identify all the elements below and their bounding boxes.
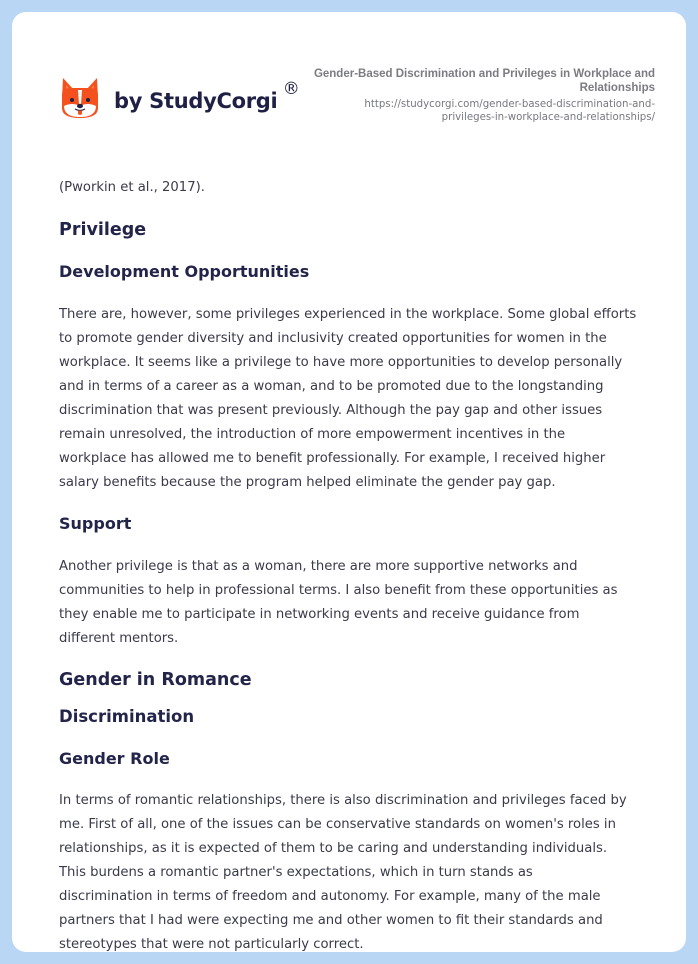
paragraph-line: relationships, as it is expected of them to be caring and understanding individuals. — [59, 841, 608, 856]
document-meta — [295, 67, 655, 124]
subsection-heading-gender-role: Gender Role — [59, 749, 170, 768]
intro-fragment: (Pworkin et al., 2017). — [59, 180, 205, 195]
paragraph-line: workplace. It seems like a privilege to have more opportunities to develop personally — [59, 355, 623, 370]
paragraph-line: workplace has allowed me to benefit professionally. For example, I received higher — [59, 451, 606, 466]
paragraph-development-opportunities — [59, 303, 679, 495]
subsection-heading-development-opportunities: Development Opportunities — [59, 262, 310, 281]
paragraph-line: to promote gender diversity and inclusivity created opportunities for women in the — [59, 331, 607, 346]
paragraph-line: This burdens a romantic partner's expectations, which in turn stands as — [59, 865, 533, 880]
paragraph-line: they enable me to participate in networking events and receive guidance from — [59, 607, 580, 622]
paragraph-line: Another privilege is that as a woman, there are more supportive networks and — [59, 559, 578, 574]
document-page — [12, 12, 686, 952]
paragraph-line: In terms of romantic relationships, there is also discrimination and privileges faced by — [59, 793, 627, 808]
document-url-line-1: https://studycorgi.com/gender-based-discrimination-and- — [364, 99, 655, 110]
paragraph-line: discrimination in terms of freedom and autonomy. For example, many of the male — [59, 889, 601, 904]
studycorgi-logo[interactable] — [60, 76, 300, 120]
paragraph-line: discrimination that was present previously. Although the pay gap and other issues — [59, 403, 603, 418]
section-heading-gender-in-romance: Gender in Romance — [59, 670, 252, 690]
page-header — [12, 12, 686, 152]
document-title: Gender-Based Discrimination and Privileges in Workplace and Relationships — [313, 68, 655, 94]
section-heading-privilege: Privilege — [59, 220, 147, 240]
document-url-line-2: privileges-in-workplace-and-relationships/ — [441, 112, 655, 123]
paragraph-line: stereotypes that were not particularly correct. — [59, 937, 364, 952]
paragraph-support — [59, 555, 679, 651]
paragraph-line: partners that I had were expecting me and other women to fit their standards and — [59, 913, 603, 928]
document-url[interactable] — [295, 98, 655, 124]
subsection-heading-support: Support — [59, 514, 132, 533]
paragraph-line: There are, however, some privileges experienced in the workplace. Some global efforts — [59, 307, 637, 322]
paragraph-line: different mentors. — [59, 631, 179, 646]
paragraph-line: salary benefits because the program helped eliminate the gender pay gap. — [59, 475, 556, 490]
paragraph-line: me. First of all, one of the issues can be conservative standards on women's roles in — [59, 817, 616, 832]
corgi-head-icon — [60, 76, 100, 120]
paragraph-line: communities to help in professional terms. I also benefit from these opportunities as — [59, 583, 618, 598]
paragraph-line: and in terms of a career as a woman, and to be promoted due to the longstanding — [59, 379, 604, 394]
brand-name — [114, 79, 300, 113]
paragraph-gender-role — [59, 789, 679, 952]
paragraph-line: remain unresolved, the introduction of more empowerment incentives in the — [59, 427, 566, 442]
subheading-discrimination: Discrimination — [59, 707, 195, 726]
registered-mark: ® — [282, 79, 300, 99]
brand-text: by StudyCorgi — [114, 89, 278, 113]
